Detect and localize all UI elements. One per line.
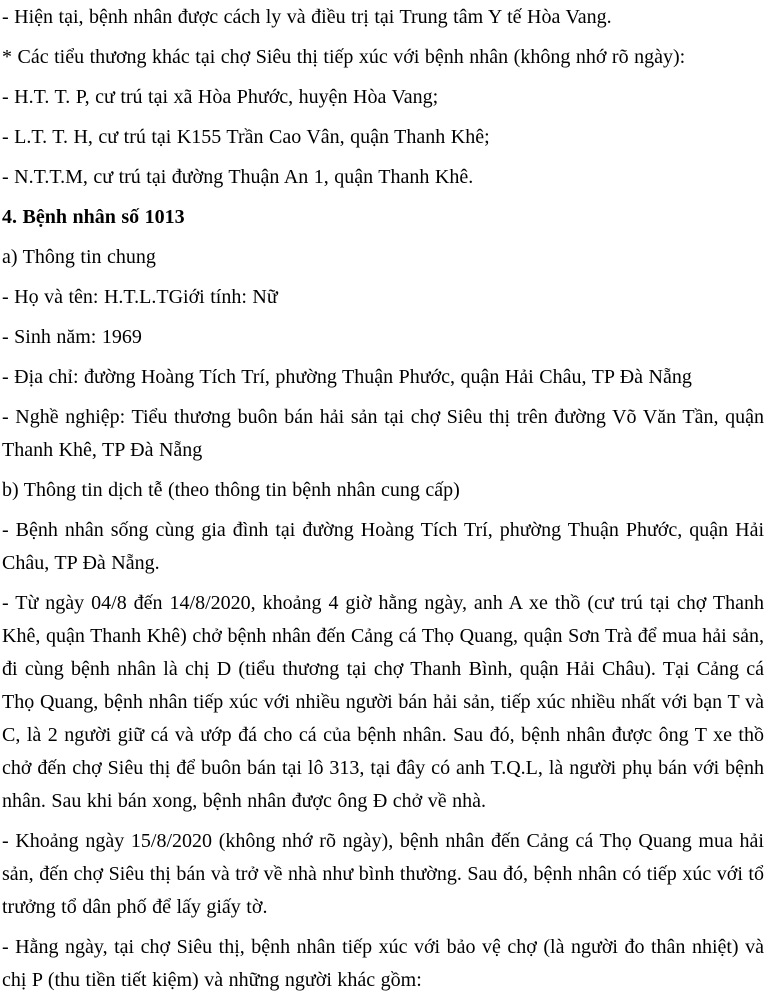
paragraph-contact-nttm: - N.T.T.M, cư trú tại đường Thuận An 1, quận Thanh Khê. — [2, 166, 474, 188]
subsection-epidemiology-info: b) Thông tin dịch tễ (theo thông tin bệnh nhân cung cấp) — [2, 479, 460, 501]
paragraph-isolation-status: - Hiện tại, bệnh nhân được cách ly và điều trị tại Trung tâm Y tế Hòa Vang. — [2, 6, 612, 28]
paragraph-occupation: - Nghề nghiệp: Tiểu thương buôn bán hải sản tại chợ Siêu thị trên đường Võ Văn Tần, quận Thanh Khê, TP Đà Nẵng — [2, 406, 764, 461]
subsection-general-info: a) Thông tin chung — [2, 246, 156, 268]
paragraph-family-residence: - Bệnh nhân sống cùng gia đình tại đường Hoàng Tích Trí, phường Thuận Phước, quận Hải Châu, TP Đà Nẵng. — [2, 519, 764, 574]
paragraph-travel-history-aug15: - Khoảng ngày 15/8/2020 (không nhớ rõ ngày), bệnh nhân đến Cảng cá Thọ Quang mua hải sản, đến chợ Siêu thị bán và trở về nhà như bình thường. Sau đó, bệnh nhân có tiếp xúc với tổ trưởng tổ dân phố để lấy giấy tờ. — [2, 830, 764, 918]
paragraph-daily-market-contacts: - Hằng ngày, tại chợ Siêu thị, bệnh nhân tiếp xúc với bảo vệ chợ (là người đo thân nhiệt) và chị P (thu tiền tiết kiệm) và những người khác gồm: — [2, 936, 764, 991]
paragraph-address: - Địa chỉ: đường Hoàng Tích Trí, phường Thuận Phước, quận Hải Châu, TP Đà Nẵng — [2, 366, 692, 388]
paragraph-travel-history-aug4-14: - Từ ngày 04/8 đến 14/8/2020, khoảng 4 giờ hằng ngày, anh A xe thồ (cư trú tại chợ Thanh Khê, quận Thanh Khê) chở bệnh nhân đến Cảng cá Thọ Quang, quận Sơn Trà để mua hải sản, đi cùng bệnh nhân là chị D (tiểu thương tại chợ Thanh Bình, quận Hải Châu). Tại Cảng cá Thọ Quang, bệnh nhân tiếp xúc với nhiều người bán hải sản, tiếp xúc nhiều nhất với bạn T và C, là 2 người giữ cá và ướp đá cho cá của bệnh nhân. Sau đó, bệnh nhân được ông T xe thồ chở đến chợ Siêu thị để buôn bán tại lô 313, tại đây có anh T.Q.L, là người phụ bán với bệnh nhân. Sau khi bán xong, bệnh nhân được ông Đ chở về nhà. — [2, 592, 764, 812]
section-heading-patient-1013: 4. Bệnh nhân số 1013 — [2, 206, 185, 228]
paragraph-contact-lth: - L.T. T. H, cư trú tại K155 Trần Cao Vân, quận Thanh Khê; — [2, 126, 490, 148]
paragraph-contact-htp: - H.T. T. P, cư trú tại xã Hòa Phước, huyện Hòa Vang; — [2, 86, 439, 108]
paragraph-birth-year: - Sinh năm: 1969 — [2, 326, 142, 348]
paragraph-other-traders-note: * Các tiểu thương khác tại chợ Siêu thị tiếp xúc với bệnh nhân (không nhớ rõ ngày): — [2, 46, 686, 68]
paragraph-name-gender: - Họ và tên: H.T.L.TGiới tính: Nữ — [2, 286, 278, 308]
